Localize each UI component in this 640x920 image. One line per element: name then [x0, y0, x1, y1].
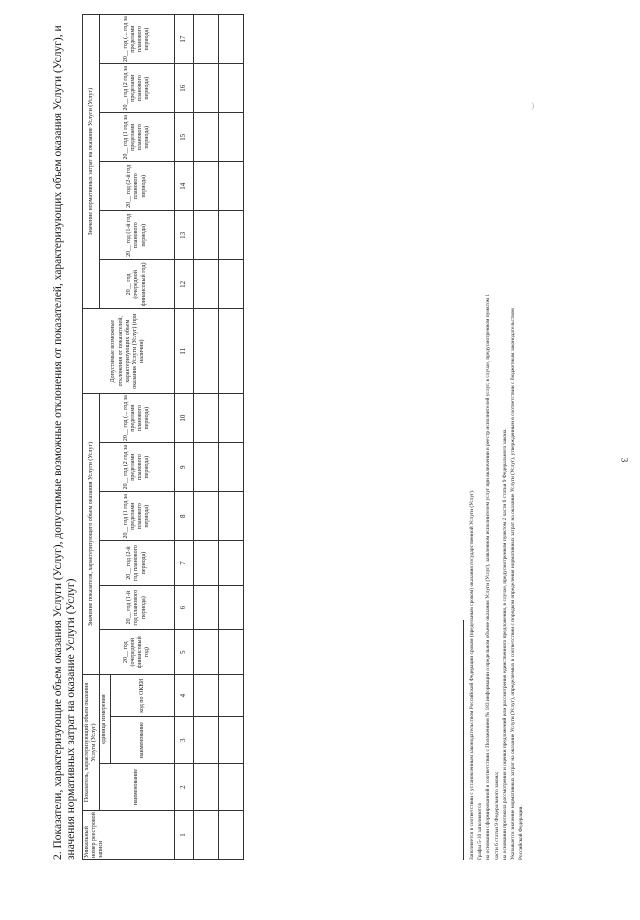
col-num: 14 — [174, 162, 193, 211]
header-val-year3: 20__ год (1 год за пределами планового периода) — [100, 492, 174, 541]
empty-cell — [218, 764, 243, 811]
col-num: 7 — [174, 541, 193, 586]
volume-indicators-table — [82, 14, 244, 860]
footnote: на основании протокола рассмотрения и оценки предложений или рассмотрения единственного предложения, в случае, предусмотренном пунктом 2 части 6 статьи 9 Федерального закона. — [501, 428, 508, 860]
empty-cell — [193, 674, 218, 716]
empty-cell — [193, 113, 218, 162]
empty-cell — [193, 260, 218, 309]
table-row — [218, 15, 243, 860]
footnote-divider — [463, 620, 464, 860]
header-norm-year5: 20__ год (... год за пределами планового периода) — [100, 15, 174, 64]
empty-cell — [193, 492, 218, 541]
header-val-year1: 20__ год (1-й год планового периода) — [100, 585, 174, 630]
col-num: 11 — [174, 309, 193, 394]
footnote: Российской Федерации. — [518, 805, 525, 860]
section-heading: 2. Показатели, характеризующие объем оказания Услуги (Услуг), допустимые возможные отклонения от показателей, характеризующих объем оказания Услуги (Услуг), и значения нормативных затрат на оказание Услуги (Услуг) — [52, 25, 77, 860]
empty-cell — [193, 309, 218, 394]
empty-cell — [193, 211, 218, 260]
col-num: 15 — [174, 113, 193, 162]
footnote: части 6 статьи 9 Федерального закона; — [493, 771, 500, 860]
empty-cell — [193, 443, 218, 492]
header-norm-year0: 20__ год (очередной финансовый год) — [100, 260, 174, 309]
header-registry-number: Уникальный номер реестровой записи — [83, 810, 175, 859]
empty-cell — [218, 64, 243, 113]
footnote: Указывается значение нормативных затрат на оказание Услуги (Услуг), определяемых в соответствии с порядком определения нормативных затрат на оказание Услуги (Услуг), утвержденным в соответствии с бюджетным законодательством — [510, 308, 517, 860]
empty-cell — [218, 810, 243, 859]
empty-cell — [218, 15, 243, 64]
empty-cell — [193, 162, 218, 211]
header-val-year0: 20__ год (очередной финансовый год) — [100, 630, 174, 675]
empty-cell — [218, 674, 243, 716]
empty-cell — [193, 764, 218, 811]
empty-cell — [218, 113, 243, 162]
col-num: 6 — [174, 585, 193, 630]
header-indicator: Показатель, характеризующий объем оказания Услуги (Услуг) — [83, 674, 100, 810]
header-normative-costs: Значение нормативных затрат на оказание Услуги (Услуг) — [83, 15, 100, 309]
empty-cell — [218, 492, 243, 541]
col-num: 2 — [174, 764, 193, 811]
col-num: 17 — [174, 15, 193, 64]
empty-cell — [193, 585, 218, 630]
col-num: 9 — [174, 443, 193, 492]
empty-cell — [193, 64, 218, 113]
empty-cell — [218, 585, 243, 630]
col-num: 8 — [174, 492, 193, 541]
empty-cell — [218, 541, 243, 586]
footnote: на основании сформированной в соответствии с Положением № 183 информации о предельном объеме оказания Услуги (Услуг), заявленном исполнителем услуг при включении в реестр исполнителей услуг, в случае, предусмотренном пунктом 1 — [485, 293, 492, 860]
empty-cell — [193, 810, 218, 859]
header-val-year2: 20__ год (2-й год планового периода) — [100, 541, 174, 586]
col-num: 5 — [174, 630, 193, 675]
empty-cell — [218, 309, 243, 394]
empty-cell — [193, 717, 218, 764]
header-val-year4: 20__ год (2 год за пределами планового периода) — [100, 443, 174, 492]
scan-mark — [528, 102, 534, 110]
empty-cell — [218, 162, 243, 211]
table-row — [193, 15, 218, 860]
empty-cell — [193, 15, 218, 64]
col-num: 12 — [174, 260, 193, 309]
empty-cell — [218, 394, 243, 443]
empty-cell — [218, 443, 243, 492]
header-val-year5: 20__ год (... год за пределами планового периода) — [100, 394, 174, 443]
header-unit: единица измерения — [100, 674, 110, 763]
empty-cell — [218, 260, 243, 309]
col-num: 3 — [174, 717, 193, 764]
page-number: 3 — [619, 457, 630, 463]
col-num: 10 — [174, 394, 193, 443]
col-num: 16 — [174, 64, 193, 113]
header-okei-code: код по ОКЕИ — [110, 674, 174, 716]
footnote: Заполняется в соответствии с установленным законодательством Российской Федерации сроком (предельным сроком) оказания государственной Услуги (Услуг). — [469, 489, 475, 860]
header-norm-year2: 20__ год (2-й год планового периода) — [100, 162, 174, 211]
empty-cell — [193, 394, 218, 443]
empty-cell — [218, 211, 243, 260]
empty-cell — [218, 630, 243, 675]
footnote: Графы 5-10 заполняются — [477, 803, 484, 860]
empty-cell — [218, 717, 243, 764]
col-num: 13 — [174, 211, 193, 260]
column-numbers-row — [174, 15, 193, 860]
header-norm-year3: 20__ год (1 год за пределами планового периода) — [100, 113, 174, 162]
header-indicator-values: Значение показателя, характеризующего объем оказания Услуги (Услуг) — [83, 394, 100, 675]
header-allowed-deviations: Допустимые возможные отклонения от показателей, характеризующих объем оказания Услуги (Услуг) (при наличии) — [83, 309, 175, 394]
header-unit-name: наименование — [110, 717, 174, 764]
header-indicator-name: наименование — [100, 764, 174, 811]
empty-cell — [193, 630, 218, 675]
rotated-document — [52, 0, 640, 880]
header-norm-year1: 20__ год (1-й год планового периода) — [100, 211, 174, 260]
empty-cell — [193, 541, 218, 586]
col-num: 4 — [174, 674, 193, 716]
footnotes — [463, 14, 525, 860]
col-num: 1 — [174, 810, 193, 859]
header-norm-year4: 20__ год (2 год за пределами планового периода) — [100, 64, 174, 113]
